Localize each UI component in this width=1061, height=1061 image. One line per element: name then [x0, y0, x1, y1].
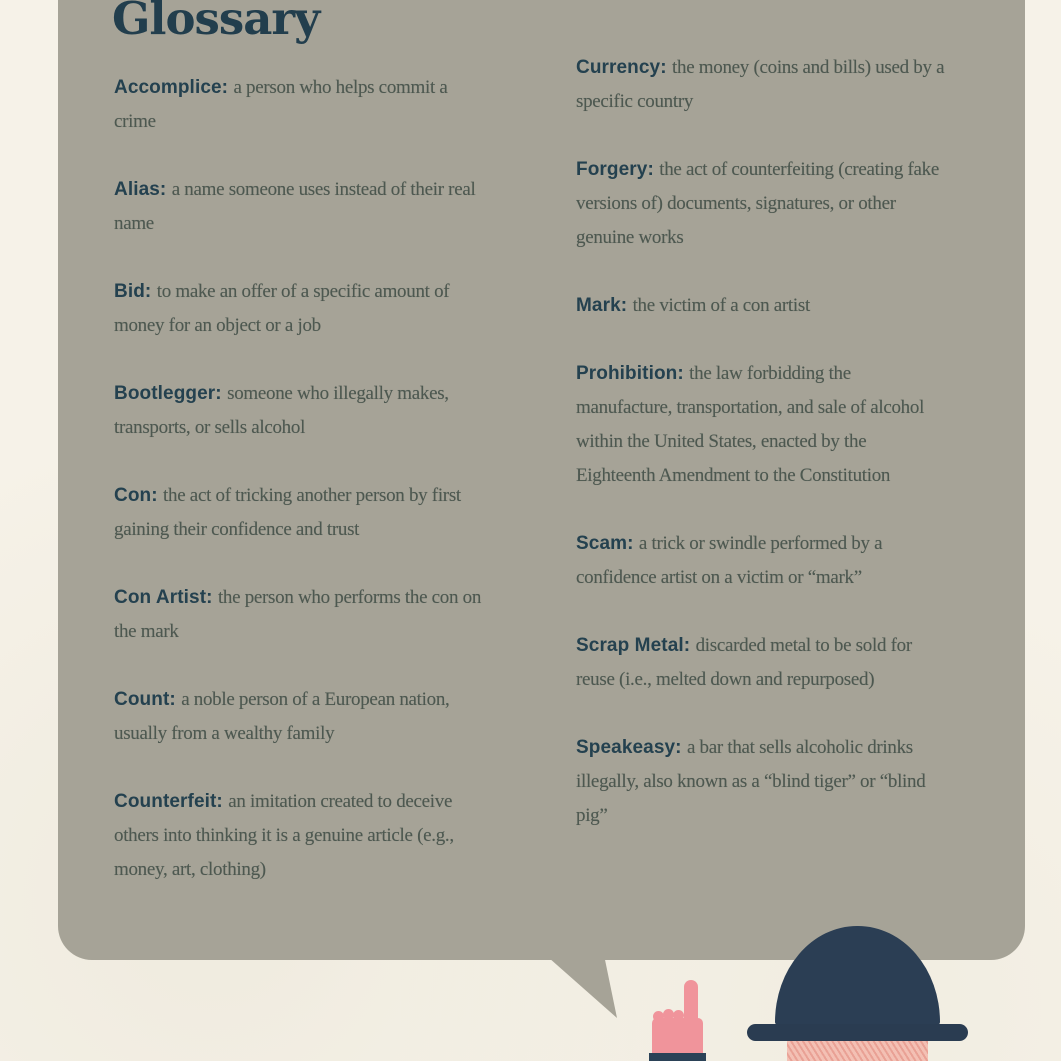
glossary-term: Scrap Metal:	[576, 635, 696, 656]
glossary-term: Bid:	[114, 281, 157, 302]
glossary-definition: a bar that sells alcoholic drinks illegally, also known as a “blind tiger” or “blind pig”	[576, 737, 926, 826]
glossary-term: Alias:	[114, 179, 172, 200]
glossary-term: Forgery:	[576, 159, 660, 180]
glossary-definition: the money (coins and bills) used by a specific country	[576, 57, 945, 112]
glossary-entry	[114, 275, 482, 343]
glossary-term: Con:	[114, 485, 164, 506]
glossary-term: Bootlegger:	[114, 383, 228, 404]
glossary-definition: to make an offer of a specific amount of money for an object or a job	[114, 281, 450, 336]
glossary-entry	[114, 785, 482, 887]
glossary-term: Currency:	[576, 57, 673, 78]
glossary-term: Count:	[114, 689, 182, 710]
pointing-hand-fist	[652, 1018, 703, 1056]
glossary-definition: someone who illegally makes, transports, or sells alcohol	[114, 383, 449, 438]
glossary-term: Prohibition:	[576, 363, 690, 384]
glossary-definition: discarded metal to be sold for reuse (i.e., melted down and repurposed)	[576, 635, 912, 690]
glossary-entry	[114, 479, 482, 547]
glossary-entry	[576, 289, 950, 323]
sleeve	[649, 1053, 706, 1061]
glossary-term: Counterfeit:	[114, 791, 229, 812]
glossary-definition: the act of tricking another person by first gaining their confidence and trust	[114, 485, 461, 540]
glossary-entry	[114, 377, 482, 445]
glossary-term: Scam:	[576, 533, 639, 554]
glossary-term: Accomplice:	[114, 77, 234, 98]
glossary-entry	[576, 153, 950, 255]
glossary-definition: a noble person of a European nation, usually from a wealthy family	[114, 689, 450, 744]
glossary-entry	[576, 51, 950, 119]
glossary-entry	[576, 357, 950, 493]
glossary-definition: the act of counterfeiting (creating fake versions of) documents, signatures, or other genuine works	[576, 159, 939, 248]
bowler-hat-brim	[747, 1024, 968, 1041]
glossary-column-2	[576, 51, 950, 867]
glossary-entry	[114, 581, 482, 649]
glossary-entry	[114, 173, 482, 241]
glossary-term: Mark:	[576, 295, 633, 316]
page-title: Glossary	[112, 0, 320, 45]
character-forehead	[787, 1040, 928, 1061]
glossary-entry	[576, 731, 950, 833]
glossary-entry	[576, 527, 950, 595]
glossary-definition: the law forbidding the manufacture, transportation, and sale of alcohol within the United States, enacted by the Eighteenth Amendment to the Constitution	[576, 363, 925, 486]
glossary-definition: an imitation created to deceive others into thinking it is a genuine article (e.g., money, art, clothing)	[114, 791, 454, 880]
glossary-definition: a trick or swindle performed by a confidence artist on a victim or “mark”	[576, 533, 883, 588]
glossary-term: Speakeasy:	[576, 737, 687, 758]
glossary-column-1	[114, 71, 482, 921]
glossary-definition: a person who helps commit a crime	[114, 77, 448, 132]
glossary-definition: the person who performs the con on the mark	[114, 587, 482, 642]
glossary-definition: the victim of a con artist	[632, 295, 810, 316]
glossary-term: Con Artist:	[114, 587, 218, 608]
glossary-entry	[114, 683, 482, 751]
glossary-definition: a name someone uses instead of their real name	[114, 179, 476, 234]
glossary-entry	[114, 71, 482, 139]
glossary-entry	[576, 629, 950, 697]
